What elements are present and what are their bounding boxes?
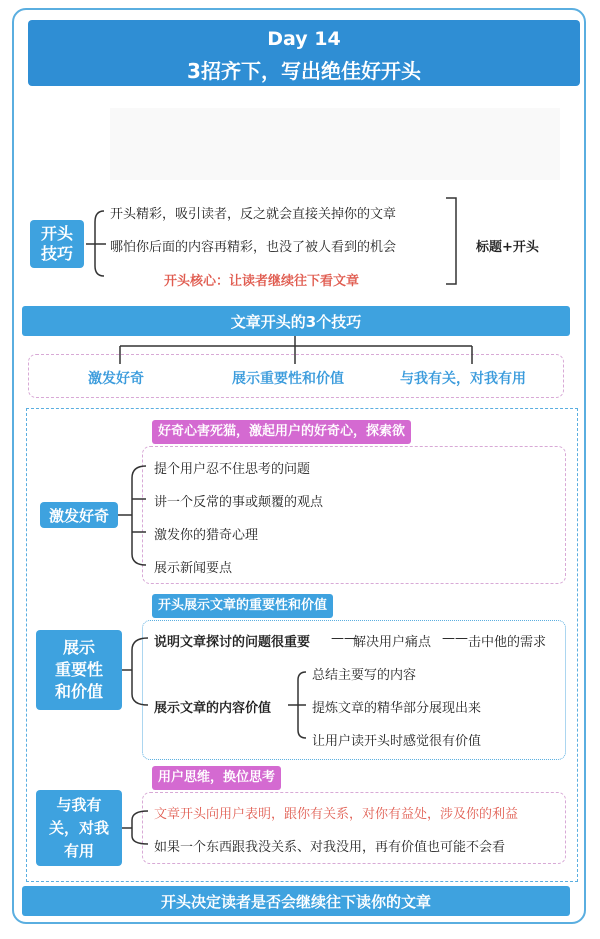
section3-tag: 与我有 关，对我 有用	[36, 790, 122, 866]
section2-row1-a: 解决用户痛点	[353, 635, 432, 650]
s3-bracket	[132, 811, 148, 844]
section2-row2-main: 展示文章的内容价值	[154, 701, 272, 716]
intro-tag: 开头 技巧	[30, 220, 84, 268]
section2-row2-item-3: 让用户读开头时感觉很有价值	[312, 734, 482, 749]
techniques-bar: 文章开头的3个技巧	[22, 306, 570, 336]
s2-bracket	[132, 638, 148, 705]
intro-core: 开头核心：让读者继续往下看文章	[164, 274, 360, 289]
section2-tag: 展示 重要性 和价值	[36, 630, 122, 710]
section3-item-1: 文章开头向用户表明，跟你有关系，对你有益处，涉及你的利益	[154, 807, 519, 822]
section2-row2-item-2: 提炼文章的精华部分展现出来	[312, 701, 482, 716]
intro-line-2: 哪怕你后面的内容再精彩，也没了被人看到的机会	[110, 240, 397, 255]
section1-item-1: 提个用户忍不住思考的问题	[154, 462, 311, 477]
section2-row1-dash1: ——	[331, 631, 357, 646]
intro-bracket-right	[446, 198, 456, 284]
section2-header: 开头展示文章的重要性和价值	[152, 594, 333, 618]
technique-item-1: 激发好奇	[88, 371, 144, 387]
technique-item-2: 展示重要性和价值	[232, 371, 344, 387]
section3-header: 用户思维，换位思考	[152, 766, 281, 790]
technique-item-3: 与我有关，对我有用	[400, 371, 526, 387]
section1-item-3: 激发你的猎奇心理	[154, 528, 259, 543]
section2-row1-dash2: ——	[442, 631, 468, 646]
section1-tag: 激发好奇	[40, 502, 118, 528]
section1-header: 好奇心害死猫，激起用户的好奇心，探索欲	[152, 420, 411, 444]
section2-row1-b: 击中他的需求	[468, 635, 547, 650]
intro-right-label: 标题+开头	[476, 240, 539, 255]
page-title: 3招齐下，写出绝佳好开头	[187, 59, 421, 83]
intro-line-1: 开头精彩，吸引读者，反之就会直接关掉你的文章	[110, 207, 397, 222]
section3-item-2: 如果一个东西跟我没关系、对我没用，再有价值也可能不会看	[154, 840, 506, 855]
footer-bar: 开头决定读者是否会继续往下读你的文章	[22, 886, 570, 916]
section2-row1-main: 说明文章探讨的问题很重要	[154, 635, 311, 650]
s1-bracket	[132, 466, 146, 565]
section1-item-4: 展示新闻要点	[154, 561, 233, 576]
section1-item-2: 讲一个反常的事或颠覆的观点	[154, 495, 324, 510]
section2-row2-item-1: 总结主要写的内容	[312, 668, 417, 683]
day-label: Day 14	[267, 28, 341, 50]
